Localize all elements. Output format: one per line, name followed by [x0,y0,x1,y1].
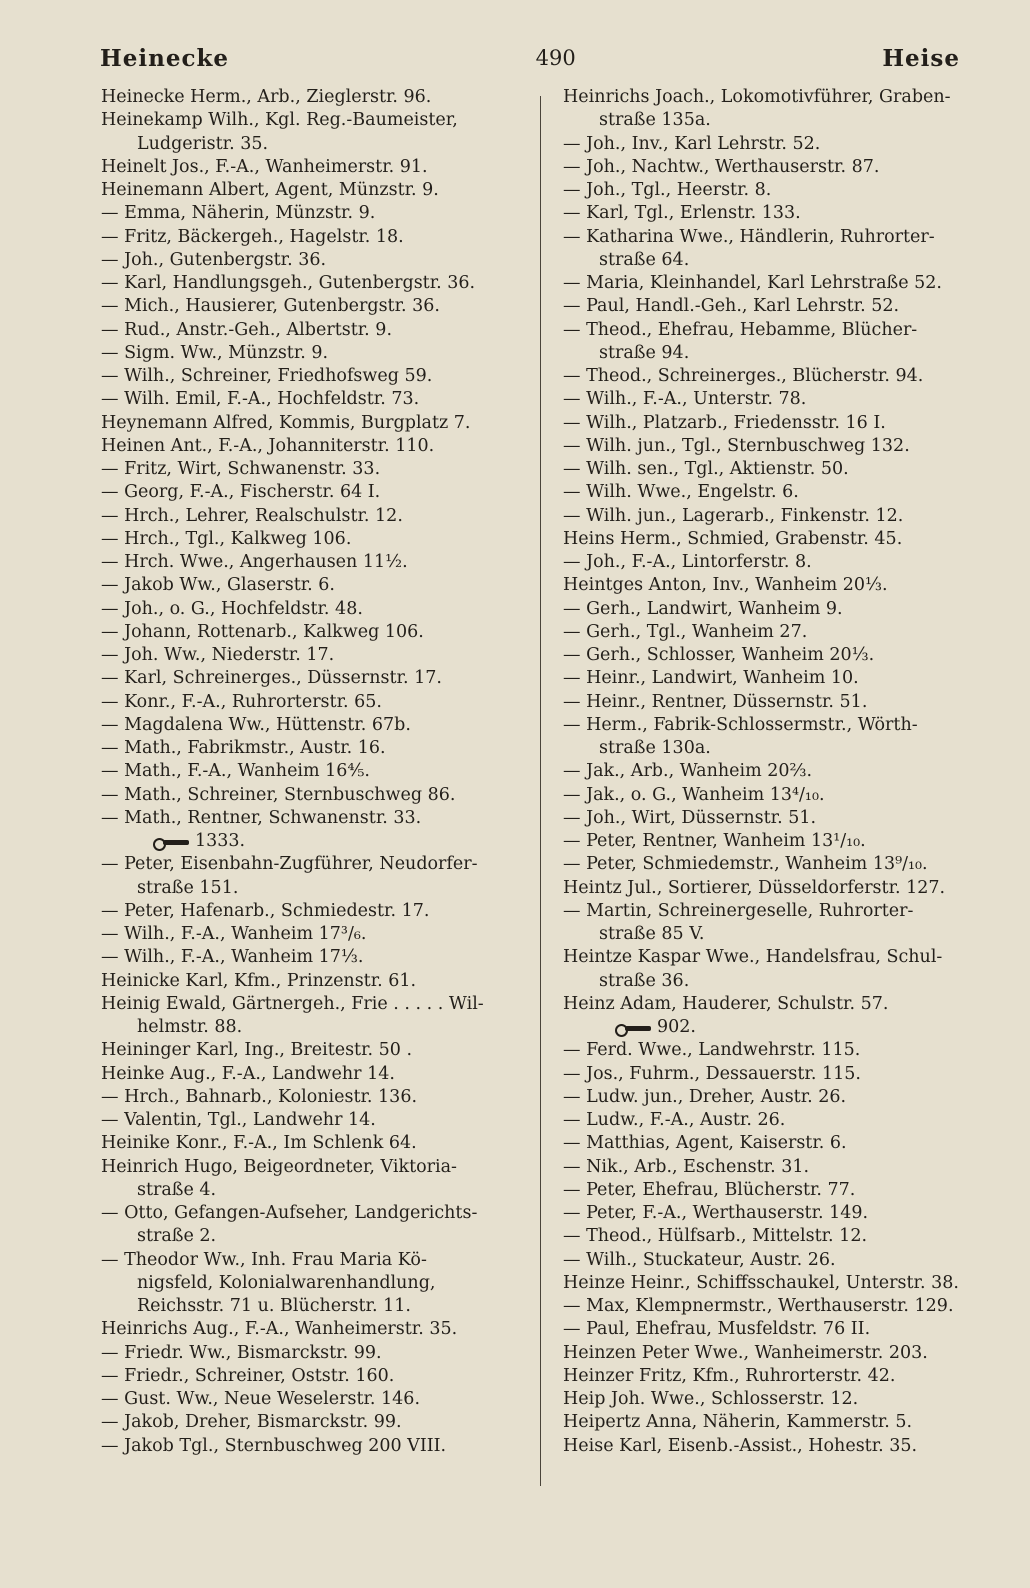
directory-entry [563,1342,963,1365]
entry-continuation [101,1295,531,1318]
directory-entry [101,900,531,923]
entry-text: — Wilh., Schreiner, Friedhofsweg 59. [101,366,433,386]
entry-text: Heinike Konr., F.-A., Im Schlenk 64. [101,1133,417,1154]
entry-text: — Jakob Tgl., Sternbuschweg 200 VIII. [101,1435,447,1456]
entry-text: straße 94. [599,342,690,363]
entry-text: — Joh., Tgl., Heerstr. 8. [563,180,772,200]
directory-entry [101,388,531,411]
directory-entry [563,760,963,783]
directory-entry [101,1063,531,1086]
directory-entry [563,993,963,1016]
entry-text: — Math., Schreiner, Sternbuschweg 86. [101,784,456,805]
entry-text: Heinrichs Joach., Lokomotivführer, Graben- [563,87,951,107]
directory-entry [563,574,963,597]
entry-text: — Theod., Hülfsarb., Mittelstr. 12. [563,1226,868,1247]
directory-entry [563,667,963,690]
entry-text: Ludgeristr. 35. [137,133,269,154]
directory-entry [563,1365,963,1388]
entry-text: — Math., Rentner, Schwanenstr. 33. [101,807,422,828]
directory-entry [563,156,963,179]
entry-text: — Wilh. jun., Tgl., Sternbuschweg 132. [563,435,910,456]
directory-entry [563,1225,963,1248]
entry-text: — Herm., Fabrik-Schlossermstr., Wörth- [563,714,918,735]
directory-entry [101,156,531,179]
directory-entry [563,691,963,714]
entry-text: Heinzer Fritz, Kfm., Ruhrorterstr. 42. [563,1365,896,1386]
entry-text: — Mich., Hausierer, Gutenbergstr. 36. [101,296,440,317]
entry-text: — Joh., Inv., Karl Lehrstr. 52. [563,133,821,154]
directory-entry [101,784,531,807]
entry-continuation [101,1016,531,1039]
entry-text: straße 151. [137,877,239,898]
entry-text: Heinzen Peter Wwe., Wanheimerstr. 203. [563,1342,928,1363]
entry-text: Heintges Anton, Inv., Wanheim 20⅓. [563,575,888,596]
entry-text: — Wilh., Platzarb., Friedensstr. 16 I. [563,412,886,433]
entry-text: straße 64. [599,249,690,270]
entry-text: — Ludw. jun., Dreher, Austr. 26. [563,1086,847,1107]
directory-entry [101,598,531,621]
entry-text: — Theod., Schreinerges., Blücherstr. 94. [563,366,924,386]
directory-entry [101,226,531,249]
directory-entry [563,900,963,923]
directory-entry [563,1109,963,1132]
directory-entry [563,621,963,644]
entry-text: — Johann, Rottenarb., Kalkweg 106. [101,621,424,642]
entry-text: straße 85 V. [599,924,705,944]
right-column [563,86,963,1458]
entry-text: — Jak., Arb., Wanheim 20⅔. [563,761,813,782]
entry-text: Heip Joh. Wwe., Schlosserstr. 12. [563,1389,859,1409]
entry-text: — Hrch., Lehrer, Realschulstr. 12. [101,505,403,526]
entry-text: Heinrichs Aug., F.-A., Wanheimerstr. 35. [101,1319,458,1340]
entry-text: — Ludw., F.-A., Austr. 26. [563,1110,786,1130]
entry-text: Heinrich Hugo, Beigeordneter, Viktoria- [101,1156,457,1177]
entry-text: — Wilh., Stuckateur, Austr. 26. [563,1249,836,1270]
directory-entry [563,202,963,225]
entry-text: — Peter, Schmiedemstr., Wanheim 13⁹/₁₀. [563,854,928,875]
entry-text: Heinicke Karl, Kfm., Prinzenstr. 61. [101,970,417,991]
directory-entry [101,1202,531,1225]
entry-text: — Wilh. Emil, F.-A., Hochfeldstr. 73. [101,389,420,410]
directory-entry [563,551,963,574]
entry-text: straße 2. [137,1226,217,1247]
directory-entry [563,1295,963,1318]
entry-text: — Max, Klempnermstr., Werthauserstr. 129. [563,1296,954,1316]
entry-text: — Friedr., Schreiner, Oststr. 160. [101,1365,395,1386]
page-number: 490 [535,46,576,70]
directory-entry [563,1156,963,1179]
directory-entry [563,458,963,481]
entry-text: — Theodor Ww., Inh. Frau Maria Kö- [101,1249,427,1270]
entry-text: straße 4. [137,1179,217,1200]
directory-entry [563,319,963,342]
entry-text: — Martin, Schreinergeselle, Ruhrorter- [563,900,914,921]
directory-entry [101,714,531,737]
entry-text: Reichsstr. 71 u. Blücherstr. 11. [137,1296,411,1316]
directory-entry [101,1086,531,1109]
entry-continuation [563,342,963,365]
entry-text: Heise Karl, Eisenb.-Assist., Hohestr. 35. [563,1435,918,1456]
directory-entry [563,1179,963,1202]
entry-text: — Jos., Fuhrm., Dessauerstr. 115. [563,1063,861,1084]
directory-entry [101,923,531,946]
entry-text: straße 135a. [599,110,711,131]
directory-entry [563,86,963,109]
directory-entry [101,528,531,551]
directory-entry [563,365,963,388]
left-column [101,86,531,1458]
entry-text: — Hrch., Bahnarb., Koloniestr. 136. [101,1086,418,1107]
telephone-icon [615,1022,653,1034]
entry-text: — Wilh. sen., Tgl., Aktienstr. 50. [563,459,849,479]
directory-entry [563,853,963,876]
entry-text: — Sigm. Ww., Münzstr. 9. [101,342,329,363]
entry-continuation [563,109,963,132]
entry-text: Heintz Jul., Sortierer, Düsseldorferstr. 127. [563,877,946,898]
directory-entry [101,1156,531,1179]
entry-continuation [101,1225,531,1248]
directory-entry [563,1411,963,1434]
directory-entry [101,435,531,458]
telephone-entry [101,830,531,853]
entry-text: — Math., Fabrikmstr., Austr. 16. [101,738,386,758]
entry-text: helmstr. 88. [137,1017,243,1037]
directory-entry [563,1086,963,1109]
entry-text: — Nik., Arb., Eschenstr. 31. [563,1156,810,1177]
directory-entry [101,667,531,690]
directory-entry [101,737,531,760]
entry-continuation [563,923,963,946]
directory-entry [101,807,531,830]
entry-continuation [101,1179,531,1202]
directory-entry [563,644,963,667]
entry-text: Heynemann Alfred, Kommis, Burgplatz 7. [101,412,471,433]
directory-entry [101,1411,531,1434]
directory-entry [101,1039,531,1062]
column-divider [540,96,541,1486]
entry-continuation [101,1272,531,1295]
directory-entry [101,458,531,481]
entry-text: Heinke Aug., F.-A., Landwehr 14. [101,1063,395,1084]
directory-entry [563,295,963,318]
directory-entry [563,1318,963,1341]
header-right-word: Heise [882,44,960,72]
entry-text: — Magdalena Ww., Hüttenstr. 67b. [101,714,411,735]
entry-text: — Paul, Handl.-Geh., Karl Lehrstr. 52. [563,296,900,317]
directory-entry [563,598,963,621]
directory-entry [101,342,531,365]
entry-text: — Gerh., Tgl., Wanheim 27. [563,621,808,642]
directory-entry [563,435,963,458]
entry-text: — Joh., Gutenbergstr. 36. [101,249,327,270]
entry-text: — Peter, Ehefrau, Blücherstr. 77. [563,1179,856,1200]
entry-text: — Peter, Rentner, Wanheim 13¹/₁₀. [563,831,866,851]
entry-text: Heinemann Albert, Agent, Münzstr. 9. [101,180,439,200]
entry-text: — Peter, Eisenbahn-Zugführer, Neudorfer- [101,854,478,875]
entry-text: 902. [657,1017,696,1037]
entry-text: — Wilh. jun., Lagerarb., Finkenstr. 12. [563,505,904,526]
directory-entry [101,1109,531,1132]
directory-entry [101,505,531,528]
entry-text: Heintze Kaspar Wwe., Handelsfrau, Schul- [563,947,943,968]
entry-text: Heinecke Herm., Arb., Zieglerstr. 96. [101,87,432,107]
entry-text: — Wilh., F.-A., Wanheim 17⅓. [101,947,364,968]
directory-entry [101,481,531,504]
entry-text: — Wilh., F.-A., Unterstr. 78. [563,389,807,410]
directory-entry [101,1365,531,1388]
entry-text: — Jak., o. G., Wanheim 13⁴/₁₀. [563,784,825,805]
directory-entry [563,1063,963,1086]
entry-continuation [101,133,531,156]
entry-continuation [563,249,963,272]
directory-entry [101,946,531,969]
directory-entry [563,133,963,156]
directory-entry [101,1132,531,1155]
directory-entry [563,272,963,295]
entry-text: nigsfeld, Kolonialwarenhandlung, [137,1272,436,1293]
entry-continuation [101,877,531,900]
entry-text: — Fritz, Bäckergeh., Hagelstr. 18. [101,226,404,247]
entry-text: — Georg, F.-A., Fischerstr. 64 I. [101,482,381,503]
entry-text: — Maria, Kleinhandel, Karl Lehrstraße 52. [563,273,942,293]
directory-entry [101,644,531,667]
directory-entry [563,1435,963,1458]
entry-text: straße 36. [599,970,690,991]
directory-entry [101,551,531,574]
entry-text: — Fritz, Wirt, Schwanenstr. 33. [101,459,381,479]
entry-text: — Peter, Hafenarb., Schmiedestr. 17. [101,900,430,921]
directory-entry [563,830,963,853]
entry-text: — Theod., Ehefrau, Hebamme, Blücher- [563,319,918,340]
directory-entry [563,877,963,900]
directory-entry [101,295,531,318]
entry-text: — Wilh. Wwe., Engelstr. 6. [563,482,799,503]
directory-entry [563,481,963,504]
entry-text: — Katharina Wwe., Händlerin, Ruhrorter- [563,226,935,247]
entry-text: Heinig Ewald, Gärtnergeh., Frie . . . . . Wil- [101,993,484,1014]
directory-entry [563,1039,963,1062]
directory-entry [563,388,963,411]
directory-entry [101,621,531,644]
directory-entry [563,1272,963,1295]
directory-entry [563,505,963,528]
directory-entry [101,993,531,1016]
header-left-word: Heinecke [100,44,230,72]
entry-text: — Karl, Handlungsgeh., Gutenbergstr. 36. [101,273,476,293]
directory-entry [563,226,963,249]
entry-text: — Heinr., Landwirt, Wanheim 10. [563,668,859,689]
directory-entry [563,946,963,969]
directory-entry [101,86,531,109]
entry-text: — Karl, Schreinerges., Düssernstr. 17. [101,668,442,689]
entry-text: 1333. [195,831,246,851]
entry-text: — Gerh., Landwirt, Wanheim 9. [563,598,843,619]
directory-entry [101,249,531,272]
entry-text: — Peter, F.-A., Werthauserstr. 149. [563,1203,869,1223]
entry-text: — Paul, Ehefrau, Musfeldstr. 76 II. [563,1319,871,1340]
entry-text: — Joh., F.-A., Lintorferstr. 8. [563,552,812,572]
telephone-icon [153,836,191,848]
directory-entry [563,528,963,551]
entry-text: — Joh., Nachtw., Werthauserstr. 87. [563,156,880,177]
entry-text: Heipertz Anna, Näherin, Kammerstr. 5. [563,1412,913,1433]
directory-entry [563,714,963,737]
directory-entry [101,412,531,435]
telephone-entry [563,1016,963,1039]
directory-entry [101,574,531,597]
entry-text: Heinekamp Wilh., Kgl. Reg.-Baumeister, [101,110,458,131]
entry-text: — Gerh., Schlosser, Wanheim 20⅓. [563,645,875,665]
directory-entry [563,784,963,807]
directory-entry [101,1342,531,1365]
directory-entry [101,109,531,132]
entry-text: — Math., F.-A., Wanheim 16⅘. [101,761,370,782]
directory-entry [563,1202,963,1225]
directory-entry [101,970,531,993]
entry-text: — Jakob Ww., Glaserstr. 6. [101,575,335,596]
entry-text: — Ferd. Wwe., Landwehrstr. 115. [563,1040,861,1061]
directory-entry [101,202,531,225]
entry-text: Heins Herm., Schmied, Grabenstr. 45. [563,528,903,549]
directory-entry [101,1435,531,1458]
entry-text: — Jakob, Dreher, Bismarckstr. 99. [101,1412,402,1433]
directory-entry [101,365,531,388]
entry-text: — Karl, Tgl., Erlenstr. 133. [563,203,801,224]
entry-text: — Rud., Anstr.-Geh., Albertstr. 9. [101,319,393,340]
entry-text: — Wilh., F.-A., Wanheim 17³/₆. [101,924,367,944]
directory-entry [101,853,531,876]
directory-entry [563,412,963,435]
entry-continuation [563,970,963,993]
directory-entry [101,179,531,202]
directory-entry [101,1388,531,1411]
entry-text: Heinz Adam, Hauderer, Schulstr. 57. [563,993,889,1014]
entry-text: — Joh. Ww., Niederstr. 17. [101,645,335,665]
entry-text: — Heinr., Rentner, Düssernstr. 51. [563,691,868,712]
entry-text: Heininger Karl, Ing., Breitestr. 50 . [101,1040,413,1061]
entry-text: — Gust. Ww., Neue Weselerstr. 146. [101,1389,421,1409]
directory-entry [101,272,531,295]
entry-text: — Hrch. Wwe., Angerhausen 11½. [101,552,408,572]
directory-entry [563,1388,963,1411]
entry-text: — Joh., o. G., Hochfeldstr. 48. [101,598,363,619]
entry-text: — Otto, Gefangen-Aufseher, Landgerichts- [101,1203,478,1223]
entry-text: — Matthias, Agent, Kaiserstr. 6. [563,1133,847,1154]
entry-text: straße 130a. [599,738,711,758]
entry-text: — Konr., F.-A., Ruhrorterstr. 65. [101,691,382,712]
entry-text: — Joh., Wirt, Düssernstr. 51. [563,807,817,828]
entry-text: Heinen Ant., F.-A., Johanniterstr. 110. [101,435,435,456]
page-header [100,38,960,78]
directory-entry [563,179,963,202]
directory-entry [101,1249,531,1272]
entry-text: — Hrch., Tgl., Kalkweg 106. [101,528,352,549]
entry-text: — Emma, Näherin, Münzstr. 9. [101,203,376,224]
entry-text: Heinze Heinr., Schiffsschaukel, Unterstr. 38. [563,1272,959,1293]
directory-entry [563,1132,963,1155]
entry-continuation [563,737,963,760]
entry-text: Heinelt Jos., F.-A., Wanheimerstr. 91. [101,156,428,177]
directory-entry [101,691,531,714]
entry-text: — Valentin, Tgl., Landwehr 14. [101,1110,376,1130]
directory-entry [101,760,531,783]
directory-entry [563,1249,963,1272]
directory-entry [101,1318,531,1341]
directory-entry [101,319,531,342]
directory-entry [563,807,963,830]
entry-text: — Friedr. Ww., Bismarckstr. 99. [101,1342,382,1363]
